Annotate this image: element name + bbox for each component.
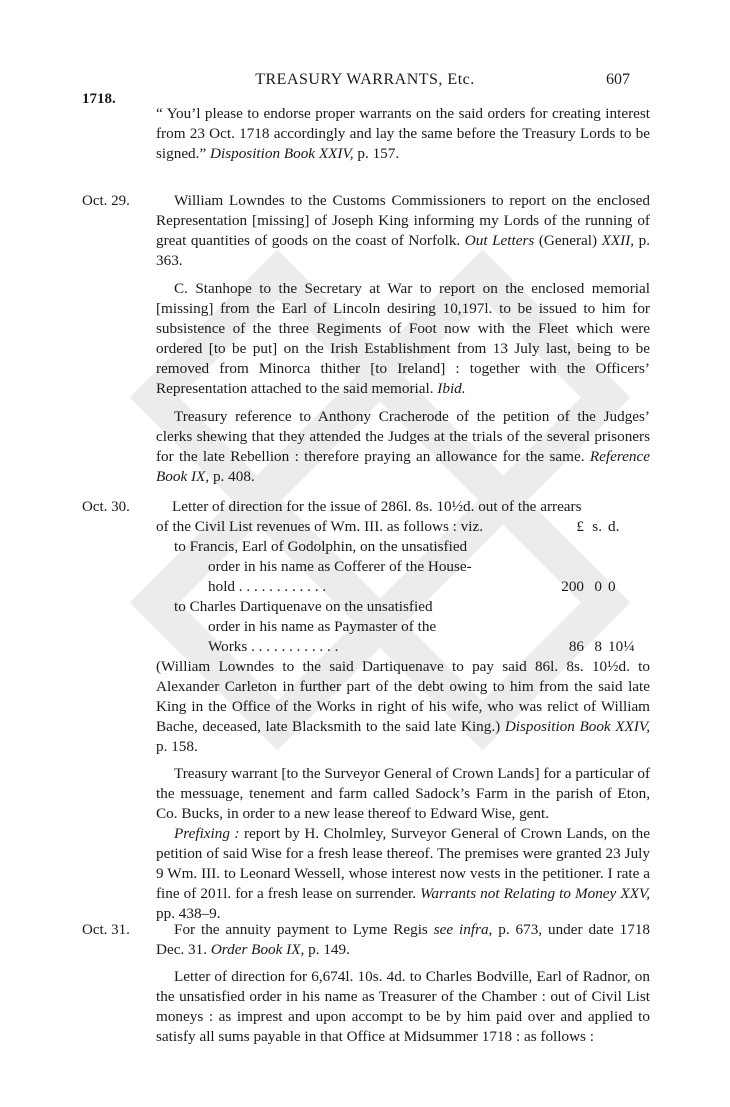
money-table	[156, 517, 650, 657]
table-row: to Charles Dartiquenave on the unsatisfied	[174, 598, 433, 615]
entry-stanhope-war: C. Stanhope to the Secretary at War to report on the enclosed memorial [missing] from the Earl of Lincoln desiring 10,197l. to be issued to him for subsistence of the three Regiments of Foot now with the Fleet which were ordered [to be put] on the Irish Establishment from 13 July last, being to be removed from Minorca thither [to Ireland] : together with the Officers’ Representation attached to the said memorial. Ibid.	[156, 280, 650, 397]
running-title: TREASURY WARRANTS, Etc.	[255, 71, 475, 88]
amount-pence: 0	[608, 578, 616, 595]
table-row: hold . . . . . . . . . . . . 200 0 0	[156, 577, 650, 597]
prefixing-label: Prefixing :	[174, 825, 240, 842]
source-reference: Reference Book IX,	[156, 448, 651, 485]
source-reference: Warrants not Relating to Money XXV,	[420, 885, 651, 902]
margin-date: Oct. 29.	[82, 193, 130, 209]
entry-cracherode-reference: Treasury reference to Anthony Cracherode of the petition of the Judges’ clerks shewing that they attended the Judges at the trials of the several prisoners for the late Rebellion : therefore praying an allowance for the same. Reference Book IX, p. 408.	[156, 408, 651, 485]
margin-date: Oct. 30.	[82, 499, 130, 515]
entry-radnor-letter: Letter of direction for 6,674l. 10s. 4d. to Charles Bodville, Earl of Radnor, on the unsatisfied order in his name as Treasurer of the Chamber : out of Civil List moneys : as imprest and upon accompt to be by him paid over and applied to satisfy all sums payable in that Office at Midsummer 1718 : as follows :	[156, 968, 650, 1045]
entry-sadocks-farm-warrant: Treasury warrant [to the Surveyor General of Crown Lands] for a particular of the messuage, tenement and farm called Sadock’s Farm in the parish of Eton, Co. Bucks, in order to a new lease thereof to Edward Wise, gent. Prefixing : report by H. Cholmley, Surveyor General of Crown Lands, on the petition of said Wise for a fresh lease thereof. The premises were granted 23 July 9 Wm. III. to Leonard Wessell, whose interest now vests in the petitioner. I rate a fine of 201l. for a fresh lease on surrender. Warrants not Relating to Money XXV, pp. 438–9.	[156, 765, 651, 922]
table-row: of the Civil List revenues of Wm. III. as follows : viz. £ s. d.	[156, 517, 650, 537]
pounds-header: £	[576, 518, 584, 535]
entry-civil-list-letter: Letter of direction for the issue of 286l. 8s. 10½d. out of the arrears	[172, 498, 582, 515]
amount-shillings: 8	[594, 638, 602, 655]
source-reference: Out Letters	[464, 232, 535, 249]
entry-dartiquenave-note: (William Lowndes to the said Dartiquenave to pay said 86l. 8s. 10½d. to Alexander Carleton in further part of the debt owing to him from the said late King in the Office of the Works in right of his wife, who was relict of William Bache, deceased, late Blacksmith to the said late King.) Disposition Book XXIV, p. 158.	[156, 658, 650, 755]
margin-date: Oct. 31.	[82, 922, 130, 938]
table-row: order in his name as Cofferer of the House-	[208, 558, 472, 575]
entry-continuation: “ You’l please to endorse proper warrants on the said orders for creating interest from 23 Oct. 1718 accordingly and lay the same before the Treasury Lords to be signed.” Disposition Book XXIV, p. 157.	[156, 105, 650, 162]
amount-pounds: 200	[561, 578, 584, 595]
entry-lowndes-customs: William Lowndes to the Customs Commissioners to report on the enclosed Representation [missing] of Joseph King informing my Lords of the running of great quantities of goods on the coast of Norfolk. Out Letters (General) XXII, p. 363.	[156, 192, 651, 269]
shillings-header: s.	[592, 518, 602, 535]
table-row: to Francis, Earl of Godolphin, on the unsatisfied	[174, 538, 468, 555]
margin-year: 1718.	[82, 91, 116, 107]
source-reference: Order Book IX,	[210, 941, 305, 958]
amount-pounds: 86	[568, 638, 584, 655]
page-number: 607	[606, 71, 630, 88]
source-reference: Ibid.	[437, 380, 466, 397]
amount-pence: 10¼	[608, 638, 635, 655]
entry-lyme-regis: For the annuity payment to Lyme Regis see infra, p. 673, under date 1718 Dec. 31. Order Book IX, p. 149.	[156, 921, 651, 958]
table-row: order in his name as Paymaster of the	[208, 618, 437, 635]
source-reference: Disposition Book XXIV,	[504, 718, 650, 735]
source-reference: Disposition Book XXIV,	[210, 145, 354, 162]
pence-header: d.	[608, 518, 620, 535]
amount-shillings: 0	[594, 578, 602, 595]
table-row: Works . . . . . . . . . . . . 86 8 10¼	[208, 638, 635, 655]
